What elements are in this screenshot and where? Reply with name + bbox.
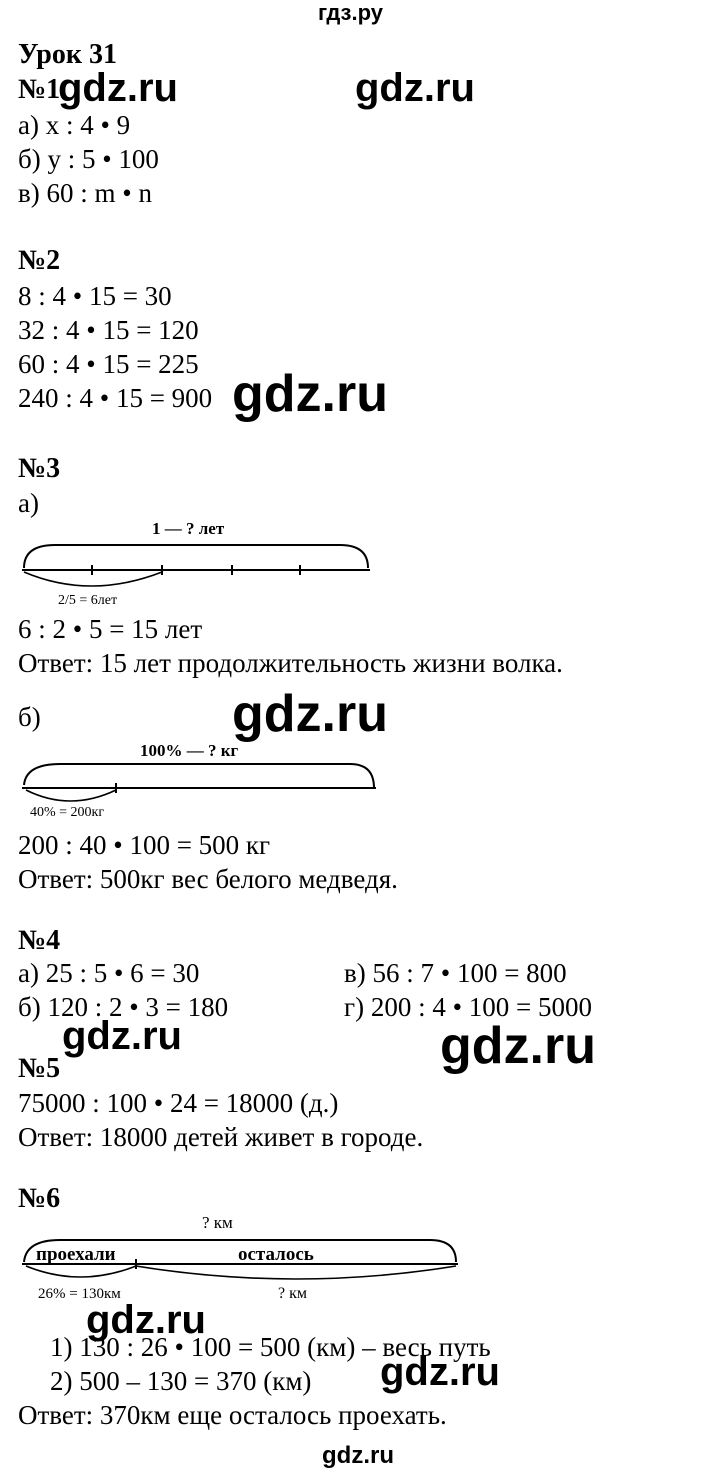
diagram-a-top-label: 1 — ? лет bbox=[152, 519, 225, 538]
task1-number: №1 bbox=[18, 74, 61, 105]
segment-diagram-a bbox=[22, 519, 370, 608]
watermark: gdz.ru bbox=[62, 1014, 182, 1058]
task3-part-b-label: б) bbox=[18, 702, 41, 732]
diagram-a-top-brace bbox=[24, 545, 368, 568]
task4-number: №4 bbox=[18, 925, 61, 956]
diagram-b-top-label: 100% — ? кг bbox=[140, 741, 239, 760]
task6-number: №6 bbox=[18, 1183, 61, 1214]
task3-a-answer: Ответ: 15 лет продолжительность жизни волка. bbox=[18, 648, 563, 678]
task3-part-a-label: а) bbox=[18, 488, 39, 518]
task1-line-a: а) x : 4 • 9 bbox=[18, 110, 131, 140]
watermark: gdz.ru bbox=[58, 66, 178, 110]
diagram-b-bottom-brace bbox=[26, 790, 116, 801]
task5-answer: Ответ: 18000 детей живет в городе. bbox=[18, 1122, 424, 1152]
segment-diagram-b bbox=[22, 741, 376, 820]
diagram-6-total-label: ? км bbox=[202, 1213, 233, 1232]
diagram-b-bottom-label: 40% = 200кг bbox=[30, 805, 105, 820]
site-title: гдз.ру bbox=[318, 0, 383, 25]
task6-step-1: 1) 130 : 26 • 100 = 500 (км) – весь путь bbox=[50, 1332, 491, 1362]
segment-diagram-6 bbox=[22, 1213, 458, 1302]
task1-line-c: в) 60 : m • n bbox=[18, 178, 152, 208]
task3-a-calc: 6 : 2 • 5 = 15 лет bbox=[18, 614, 203, 644]
task2-number: №2 bbox=[18, 245, 61, 276]
watermark: gdz.ru bbox=[232, 365, 388, 423]
lesson-title: Урок 31 bbox=[18, 39, 117, 70]
diagram-6-right-bottom-label: ? км bbox=[278, 1285, 307, 1302]
task5-number: №5 bbox=[18, 1053, 61, 1084]
diagram-a-bottom-label: 2/5 = 6лет bbox=[58, 593, 118, 608]
task4-item-a: а) 25 : 5 • 6 = 30 bbox=[18, 958, 200, 988]
footer-watermark: gdz.ru bbox=[322, 1442, 394, 1469]
task2-line-3: 60 : 4 • 15 = 225 bbox=[18, 349, 199, 379]
task2-line-1: 8 : 4 • 15 = 30 bbox=[18, 281, 172, 311]
task6-step-2: 2) 500 – 130 = 370 (км) bbox=[50, 1366, 312, 1396]
task3-b-answer: Ответ: 500кг вес белого медведя. bbox=[18, 864, 398, 894]
task5-calc: 75000 : 100 • 24 = 18000 (д.) bbox=[18, 1088, 339, 1118]
diagram-6-right-bottom-brace bbox=[136, 1266, 456, 1279]
task4-item-b: б) 120 : 2 • 3 = 180 bbox=[18, 992, 229, 1022]
task1-line-b: б) y : 5 • 100 bbox=[18, 144, 159, 174]
task4-item-v: в) 56 : 7 • 100 = 800 bbox=[344, 958, 567, 988]
diagram-6-left-bottom-brace bbox=[26, 1266, 136, 1277]
watermark: gdz.ru bbox=[232, 685, 388, 743]
watermark: gdz.ru bbox=[355, 66, 475, 110]
watermark: gdz.ru bbox=[86, 1298, 206, 1342]
diagram-6-left-bottom-label: 26% = 130км bbox=[38, 1286, 121, 1302]
watermark: gdz.ru bbox=[380, 1350, 500, 1394]
diagram-6-left-label: проехали bbox=[36, 1244, 116, 1265]
watermark: gdz.ru bbox=[440, 1017, 596, 1075]
task2-line-4: 240 : 4 • 15 = 900 bbox=[18, 383, 213, 413]
task4-item-g: г) 200 : 4 • 100 = 5000 bbox=[344, 992, 592, 1022]
diagram-b-top-brace bbox=[24, 764, 374, 788]
task2-line-2: 32 : 4 • 15 = 120 bbox=[18, 315, 199, 345]
task3-number: №3 bbox=[18, 453, 61, 484]
task6-answer: Ответ: 370км еще осталось проехать. bbox=[18, 1400, 447, 1430]
diagram-6-right-label: осталось bbox=[238, 1244, 314, 1265]
task3-b-calc: 200 : 40 • 100 = 500 кг bbox=[18, 830, 271, 860]
